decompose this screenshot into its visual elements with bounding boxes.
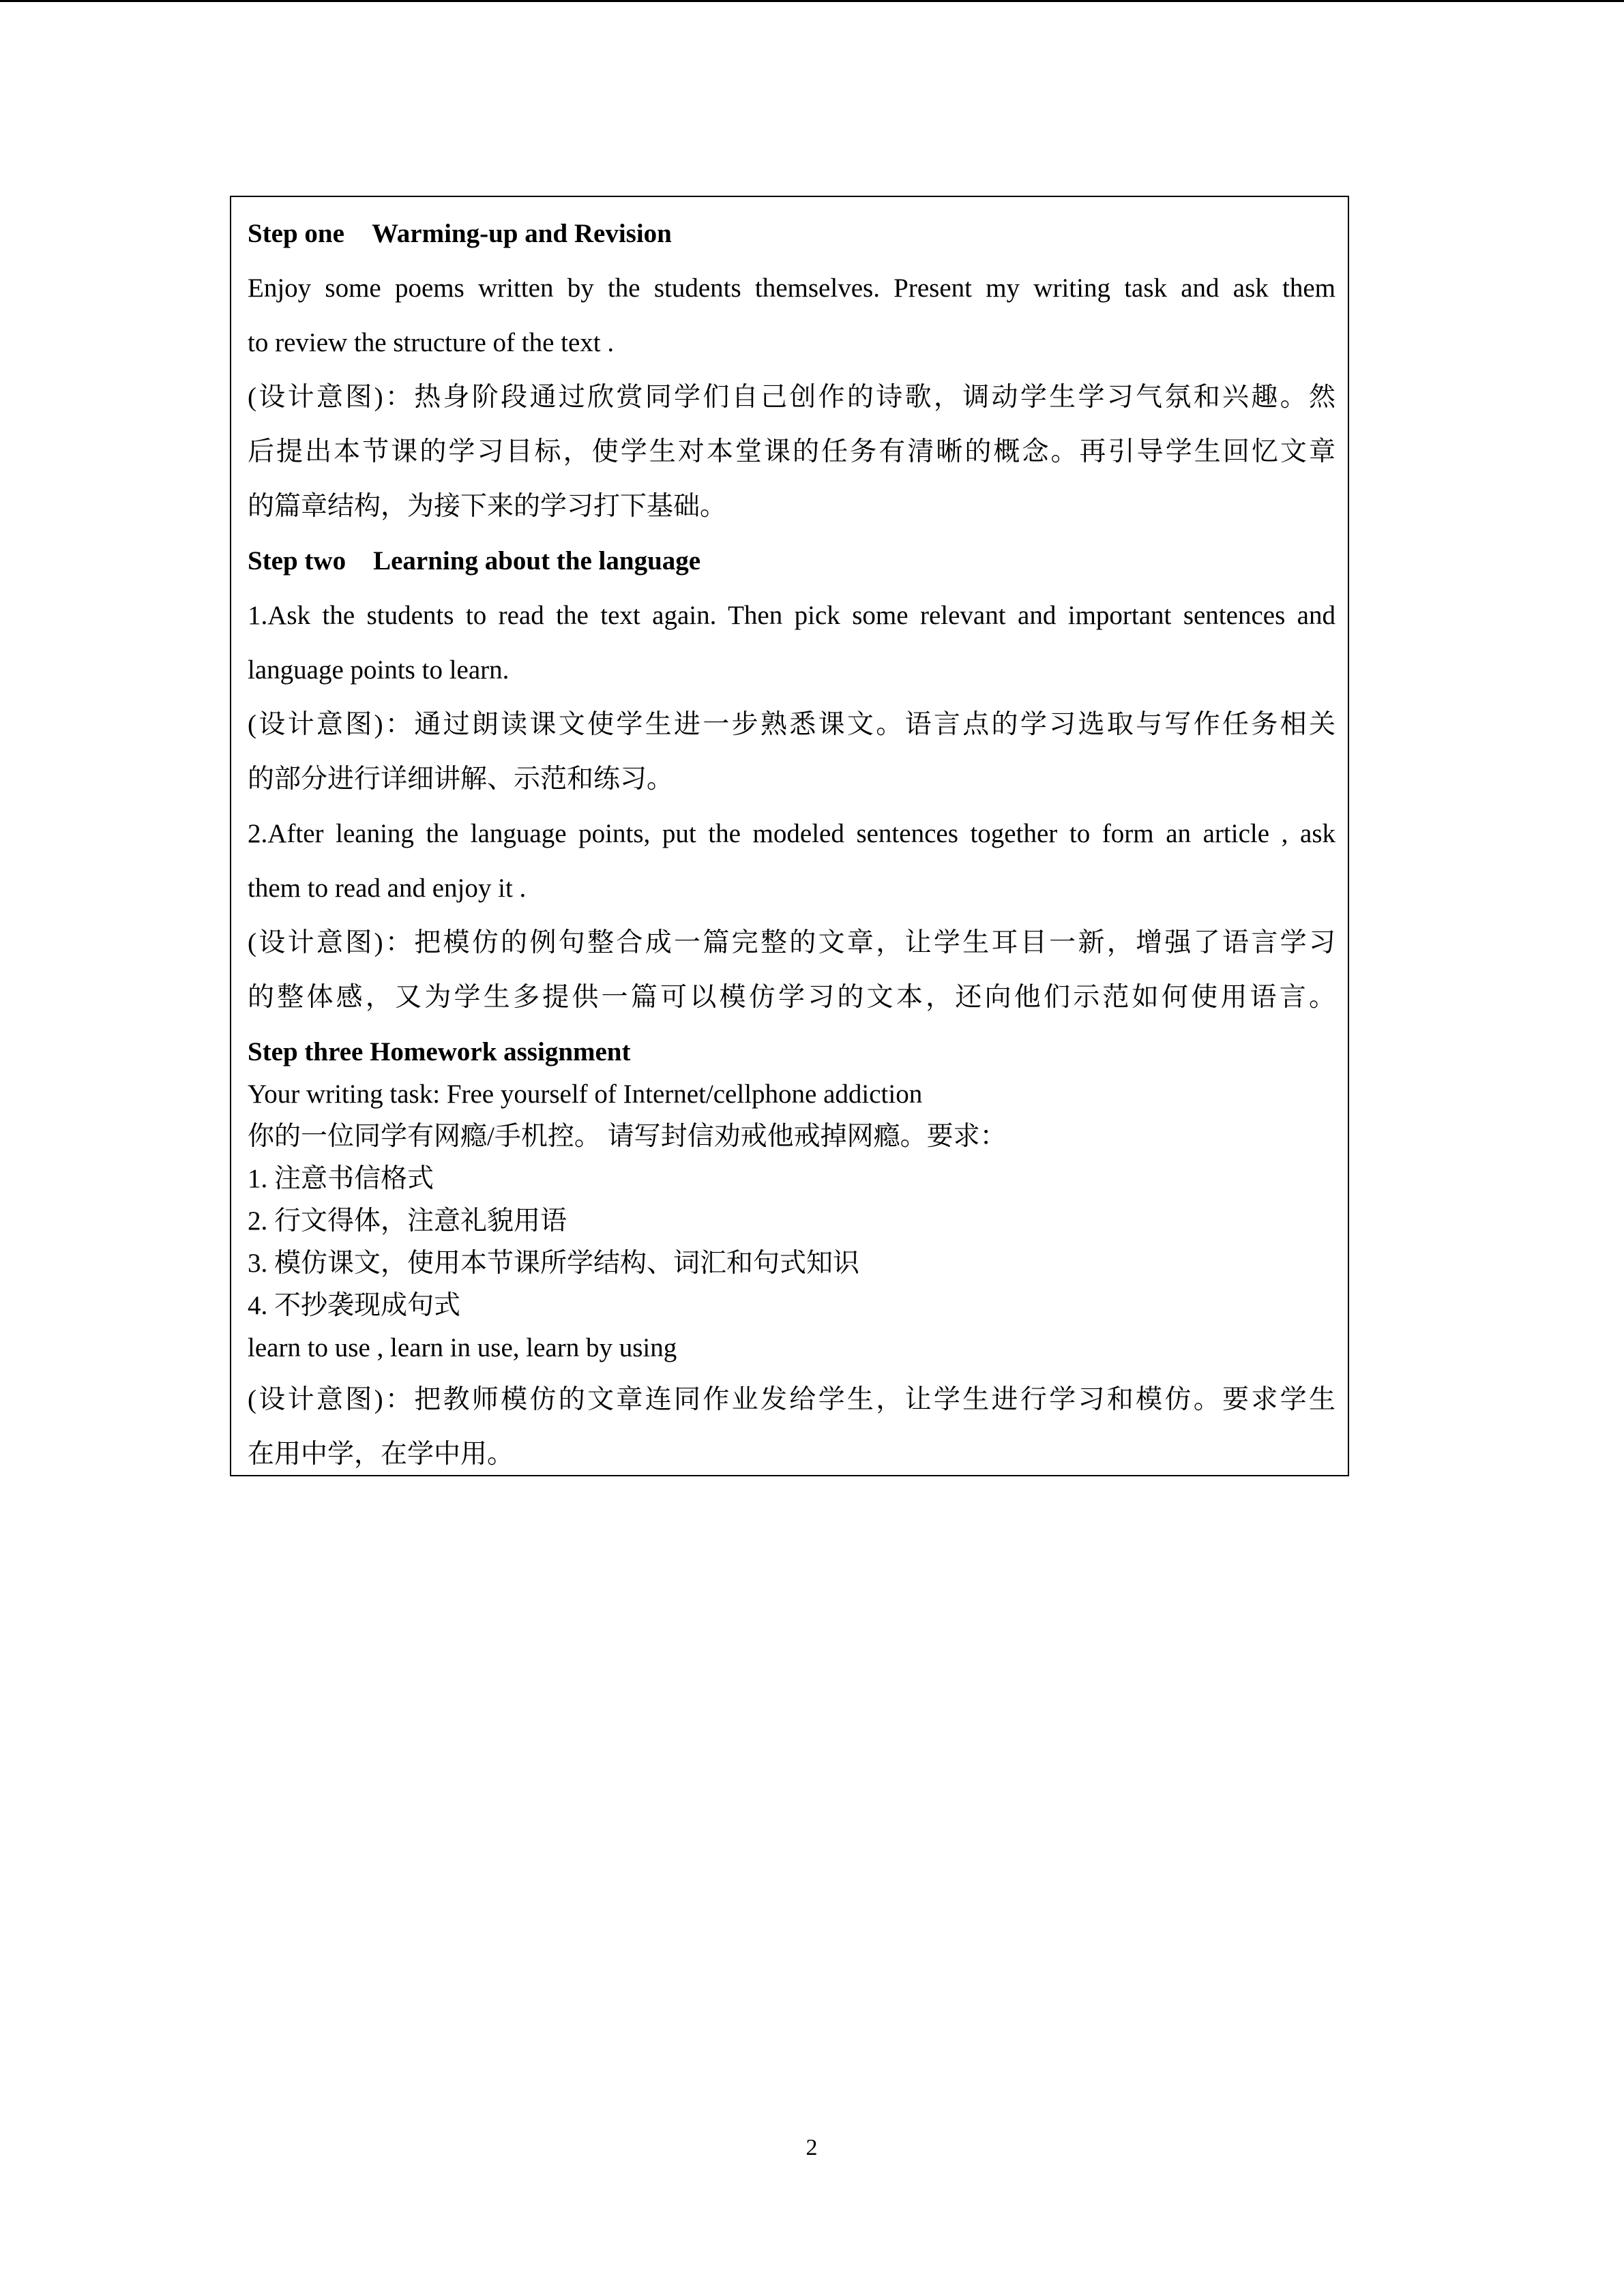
step-three-design-line-1: (设计意图)：把教师模仿的文章连同作业发给学生，让学生进行学习和模仿。要求学生 [248,1385,1335,1414]
requirement-item: 2. 行文得体，注意礼貌用语 [248,1206,567,1236]
step-two-item-2-line-2: them to read and enjoy it . [248,874,527,903]
learning-motto: learn to use , learn in use, learn by using [248,1333,677,1362]
step-one-design-line-3: 的篇章结构，为接下来的学习打下基础。 [248,492,727,521]
step-two-title: Learning about the language [373,546,701,576]
step-one-label: Step one [248,219,344,248]
step-two-design-1-line-2: 的部分进行详细讲解、示范和练习。 [248,764,674,794]
step-one-body-line-1: Enjoy some poems written by the students themselves. Present my writing task and ask them [248,273,1335,303]
requirement-item: 1. 注意书信格式 [248,1164,434,1193]
writing-task-cn: 你的一位同学有网瘾/手机控。 请写封信劝戒他戒掉网瘾。要求： [248,1122,1007,1151]
requirement-item: 3. 模仿课文，使用本节课所学结构、词汇和句式知识 [248,1249,860,1278]
step-two-design-2-line-2: 的整体感，又为学生多提供一篇可以模仿学习的文本，还向他们示范如何使用语言。 [248,983,1335,1012]
requirement-item: 4. 不抄袭现成句式 [248,1291,461,1320]
lesson-plan-box [230,196,1349,1476]
step-two-design-1-line-1: (设计意图)：通过朗读课文使学生进一步熟悉课文。语言点的学习选取与写作任务相关 [248,710,1335,739]
step-two-item-1-line-2: language points to learn. [248,655,510,685]
top-border-line [0,0,1624,2]
writing-task: Your writing task: Free yourself of Internet/cellphone addiction [248,1079,923,1109]
step-one-body-line-2: to review the structure of the text . [248,328,615,357]
step-two-item-1-line-1: 1.Ask the students to read the text again. Then pick some relevant and important sentences and [248,601,1335,630]
step-two-item-2-line-1: 2.After leaning the language points, put the modeled sentences together to form an article , ask [248,819,1335,848]
step-two-heading [248,545,700,578]
step-one-design-line-1: (设计意图)：热身阶段通过欣赏同学们自己创作的诗歌，调动学生学习气氛和兴趣。然 [248,383,1335,412]
step-two-label: Step two [248,546,346,576]
step-two-design-2-line-1: (设计意图)：把模仿的例句整合成一篇完整的文章，让学生耳目一新，增强了语言学习 [248,928,1335,957]
step-one-heading [248,218,672,250]
step-three-heading: Step three Homework assignment [248,1037,631,1067]
page-number: 2 [806,2135,818,2160]
step-three-design-line-2: 在用中学，在学中用。 [248,1440,514,1469]
step-one-design-line-2: 后提出本节课的学习目标，使学生对本堂课的任务有清晰的概念。再引导学生回忆文章 [248,437,1335,466]
step-one-title: Warming-up and Revision [371,219,672,248]
